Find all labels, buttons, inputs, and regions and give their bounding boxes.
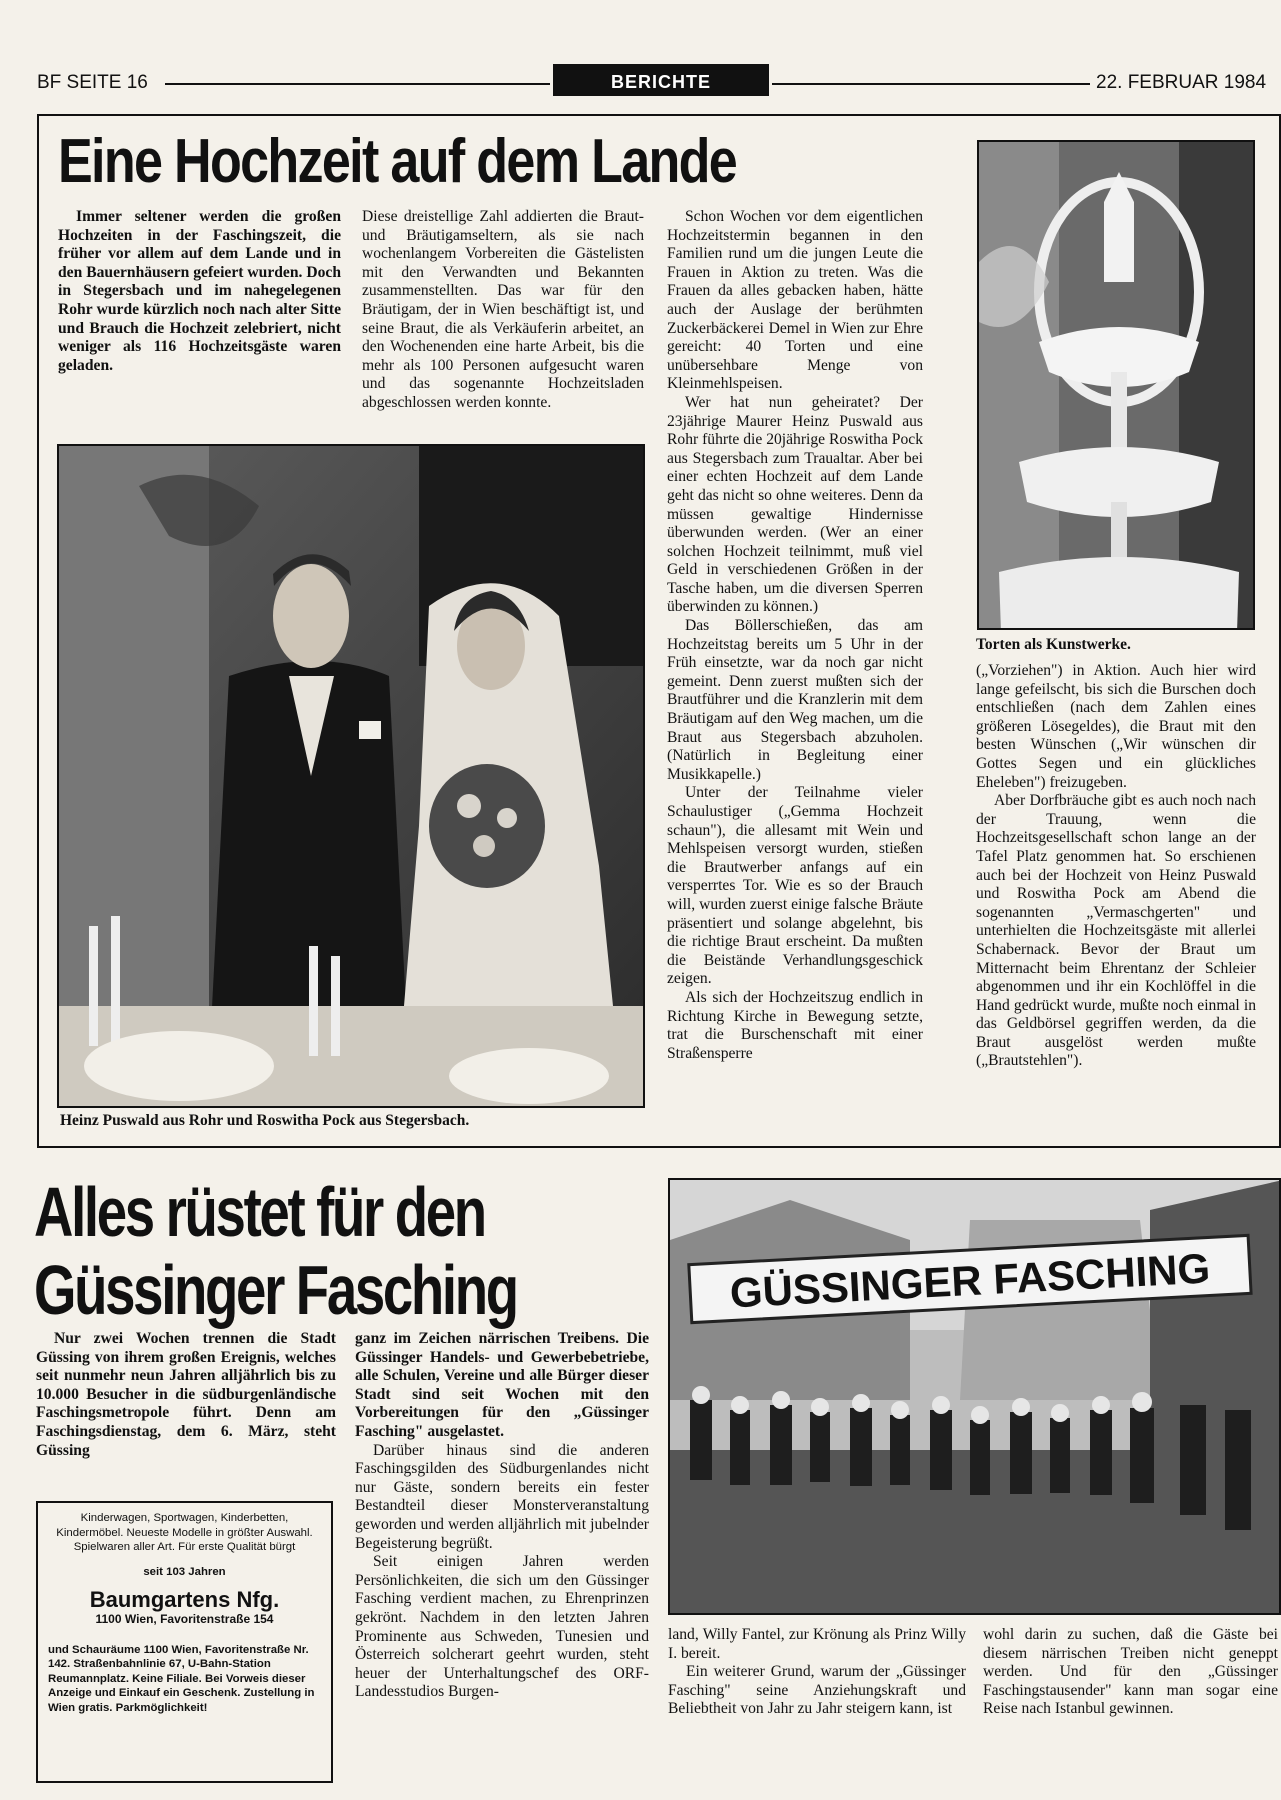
ad-address: 1100 Wien, Favoritenstraße 154 bbox=[95, 1611, 274, 1626]
body-paragraph: Diese dreistellige Zahl addierten die Braut- und Bräutigamseltern, als sie nach wochenlangem Vorbereiten die Gästelisten mit den Verwandten und Bekannten zusammenstellten. Das war für den Bräutigam, der in Wien beschäftigt ist, und seine Braut, die als Verkäuferin arbeitet, an den Wochenenden eine harte Arbeit, bis die mehr als 100 Personen aufgesucht waren und das sogenannte Hochzeitsladen abgeschlossen werden konnte. bbox=[362, 208, 644, 411]
article2-column-4 bbox=[983, 1626, 1278, 1719]
article2-lead-column bbox=[36, 1330, 336, 1460]
article-column-4 bbox=[976, 662, 1256, 1071]
ad-details: und Schauräume 1100 Wien, Favoritenstraße Nr. 142. Straßenbahnlinie 67, U-Bahn-Station Reumannplatz. Keine Filiale. Bei Vorweis dieser Anzeige und Einkauf ein Geschenk. Zustellung in Wien gratis. Parkmöglichkeit! bbox=[48, 1643, 315, 1714]
lead-paragraph: Immer seltener werden die großen Hochzeiten in der Faschingszeit, die früher vor allem auf dem Lande und in den Bauernhäusern gefeiert wurden. Doch in Stegersbach und im nahegelegenen Rohr wurde kürzlich noch nach alter Sitte und Brauch die Hochzeit zelebriert, nicht weniger als 116 Hochzeitsgäste waren geladen. bbox=[58, 208, 341, 374]
lead-paragraph: Nur zwei Wochen trennen die Stadt Güssing von ihrem großen Ereignis, welches seit nunmehr neun Jahren alljährlich bis zu 10.000 Besucher in die südburgenländische Faschingsmetropole führt. Denn am Faschingsdienstag, dem 6. März, steht Güssing bbox=[36, 1330, 336, 1459]
page-number: BF SEITE 16 bbox=[37, 72, 148, 93]
body-paragraph: Das Böllerschießen, das am Hochzeitstag bereits um 5 Uhr in der Früh einsetzte, war da noch gar nicht gemeint. Denn zuerst mußten sich der Brautführer und die Kranzlerin mit dem Bräutigam auf den Weg machen, um die Braut aus Stegersbach abzuholen. (Natürlich in Begleitung einer Musikkapelle.) bbox=[667, 617, 923, 783]
section-label: BERICHTE bbox=[553, 64, 769, 96]
article2-column-3 bbox=[668, 1626, 966, 1719]
body-paragraph: Darüber hinaus sind die anderen Faschingsgilden des Südburgenlandes nicht nur Gäste, sondern bereits ein fester Bestandteil dieser Monsterveranstaltung geworden und werden alljährlich mit jubelnder Begeisterung begrüßt. bbox=[355, 1441, 649, 1552]
wedding-couple-photo bbox=[57, 444, 645, 1108]
body-paragraph: Aber Dorfbräuche gibt es auch noch nach der Trauung, wenn die Hochzeitsgesellschaft schon lange an der Tafel Platz genommen hat. So erschienen auch bei der Hochzeit von Heinz Puswald und Roswitha Pock am Abend die sogenannten „Vermaschgerten" und unterhielten die Hochzeitsgäste mit allerlei Schabernack. Bevor der Braut um Mitternacht beim Ehrentanz der Schleier abgenommen und ihr ein Kochlöffel in die Hand gedrückt wurde, mußte noch einmal in das Geldbörsel gegriffen werden, da die Braut ausgelöst werden mußte („Brautstehlen"). bbox=[976, 792, 1256, 1070]
body-paragraph: land, Willy Fantel, zur Krönung als Prinz Willy I. bereit. bbox=[668, 1626, 966, 1662]
article-lead-column bbox=[58, 208, 341, 375]
body-paragraph: Unter der Teilnahme vieler Schaulustiger („Gemma Hochzeit schaun"), die allesamt mit Wein und Mehlspeisen versorgt wurden, stießen die Brautwerber anfangs auf ein versperrtes Tor. Wie es so der Brauch will, wurden zuerst einige falsche Bräute präsentiert und solange abgelehnt, bis die richtige Braut erscheint. Da mußten die Beistände Verhandlungsgeschick zeigen. bbox=[667, 784, 923, 988]
wedding-cake-photo bbox=[977, 140, 1255, 630]
article-column-2 bbox=[362, 208, 644, 413]
body-paragraph: Seit einigen Jahren werden Persönlichkeiten, die sich um den Güssinger Fasching verdient machen, zu Ehrenprinzen gekrönt. Nachdem in den letzten Jahren Prominente aus Schweden, Tunesien und Österreich solcherart geehrt wurden, steht heuer der Unterhaltungschef des ORF-Landesstudios Burgen- bbox=[355, 1553, 649, 1701]
photo-caption-couple: Heinz Puswald aus Rohr und Roswitha Pock aus Stegersbach. bbox=[60, 1112, 470, 1129]
header-rule-left bbox=[165, 83, 550, 85]
article2-headline-line1: Alles rüstet für den bbox=[34, 1173, 485, 1251]
advertisement-box bbox=[36, 1501, 333, 1783]
fasching-banner: GÜSSINGER FASCHING bbox=[728, 1244, 1212, 1317]
article2-column-2 bbox=[355, 1330, 649, 1702]
ad-company-name: Baumgartens Nfg. bbox=[89, 1587, 280, 1613]
article2-headline-line2: Güssinger Fasching bbox=[34, 1251, 517, 1329]
ad-since: seit 103 Jahren bbox=[143, 1565, 226, 1578]
issue-date: 22. FEBRUAR 1984 bbox=[1096, 72, 1267, 93]
body-paragraph: Ein weiterer Grund, warum der „Güssinger Fasching" seine Anziehungskraft und Beliebtheit von Jahr zu Jahr steigern kann, ist bbox=[668, 1663, 966, 1718]
body-paragraph: ganz im Zeichen närrischen Treibens. Die Güssinger Handels- und Gewerbebetriebe, alle Schulen, Vereine und alle Bürger dieser Stadt sind seit Wochen mit den Vorbereitungen für den „Güssinger Fasching" ausgelastet. bbox=[355, 1330, 649, 1440]
ad-text: Kinderwagen, Sportwagen, Kinderbetten, Kindermöbel. Neueste Modelle in größter Auswahl. Spielwaren aller Art. Für erste Qualität bürgt bbox=[56, 1512, 313, 1554]
article-column-3 bbox=[667, 208, 923, 1063]
body-paragraph: wohl darin zu suchen, daß die Gäste bei diesem närrischen Treiben nicht geneppt werden. Und für den „Güssinger Faschingstausender" kann man sogar eine Reise nach Istanbul gewinnen. bbox=[983, 1626, 1278, 1718]
fasching-parade-photo bbox=[668, 1178, 1281, 1615]
article-headline: Eine Hochzeit auf dem Lande bbox=[58, 127, 737, 196]
body-paragraph: Als sich der Hochzeitszug endlich in Richtung Kirche in Bewegung setzte, trat die Burschenschaft mit einer Straßensperre bbox=[667, 988, 923, 1062]
header-rule-right bbox=[772, 83, 1090, 85]
body-paragraph: („Vorziehen") in Aktion. Auch hier wird lange gefeilscht, bis sich die Burschen doch entschließen (nach dem Zahlen eines größeren Lösegeldes), die Braut mit den besten Wünschen („Wir wünschen dir Gottes Segen und ein glückliches Eheleben") freizugeben. bbox=[976, 662, 1256, 791]
photo-caption-cake: Torten als Kunstwerke. bbox=[976, 636, 1131, 653]
body-paragraph: Schon Wochen vor dem eigentlichen Hochzeitstermin begannen in den Familien rund um die jungen Leute die Frauen in Aktion zu treten. Was die Frauen da alles gebacken haben, hätte auch der Auslage der berühmten Zuckerbäckerei Demel in Wien zur Ehre gereicht: 40 Torten und eine unübersehbare Menge von Kleinmehlspeisen. bbox=[667, 208, 923, 393]
body-paragraph: Wer hat nun geheiratet? Der 23jährige Maurer Heinz Puswald aus Rohr führte die 20jährige Roswitha Pock aus Stegersbach zum Traualtar. Aber bei einer echten Hochzeit auf dem Lande geht das nicht so ohne weiteres. Denn da müssen gewaltige Hindernisse überwunden werden. (Wer an einer solchen Hochzeit teilnimmt, muß viel Geld in verschiedenen Größen in der Tasche haben, um die diversen Sperren überwinden zu können.) bbox=[667, 393, 923, 616]
